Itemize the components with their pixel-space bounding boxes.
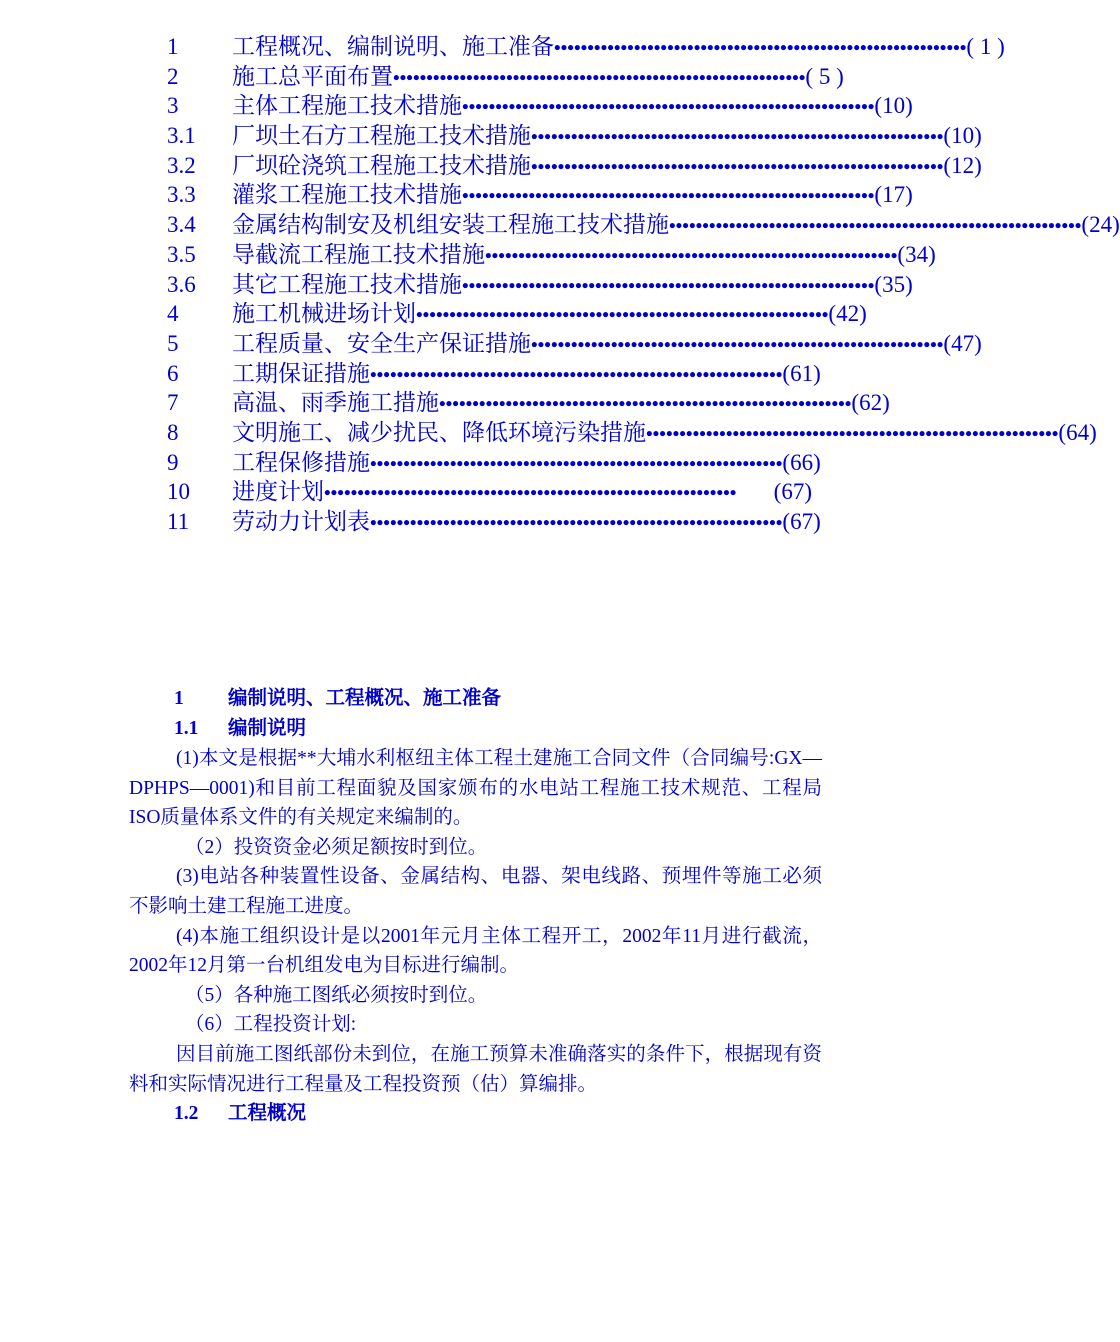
toc-entry[interactable] [167,418,1097,448]
toc-leader: •••••••••••••••••••••••••••••••••••••••••••••••••••••••••••••• [531,156,944,178]
toc-entry[interactable] [167,270,913,300]
toc-entry[interactable] [167,32,1005,62]
toc-leader: •••••••••••••••••••••••••••••••••••••••••••••••••••••••••••••• [370,364,783,386]
toc-entry[interactable] [167,180,913,210]
toc-leader: •••••••••••••••••••••••••••••••••••••••••••••••••••••••••••••• [324,483,737,505]
paragraph: （6）工程投资计划: [185,1014,357,1036]
toc-entry[interactable] [167,240,936,270]
document-body [129,684,822,1129]
toc-leader: •••••••••••••••••••••••••••••••••••••••••••••••••••••••••••••• [370,453,783,475]
toc-entry[interactable] [167,359,821,389]
toc-entry[interactable] [167,91,913,121]
table-of-contents [167,32,1120,537]
toc-page-number: (12) [943,152,982,178]
paragraph: （2）投资资金必须足额按时到位。 [185,836,488,858]
toc-number: 4 [167,301,179,327]
toc-page-number: (67) [773,479,812,505]
toc-leader: •••••••••••••••••••••••••••••••••••••••••••••••••••••••••••••• [485,245,898,267]
toc-number: 3.2 [167,152,196,178]
toc-page-number: ( 1 ) [966,34,1005,59]
toc-title: 厂坝土石方工程施工技术措施 [232,123,531,149]
toc-title: 高温、雨季施工措施 [232,390,439,416]
subsection-title: 编制说明 [228,718,307,739]
toc-page-number: (34) [897,241,936,267]
toc-title: 厂坝砼浇筑工程施工技术措施 [232,152,531,178]
toc-leader: •••••••••••••••••••••••••••••••••••••••••••••••••••••••••••••• [646,423,1059,445]
toc-title: 主体工程施工技术措施 [232,93,462,119]
section-number: 1 [174,688,184,709]
toc-number: 3.6 [167,271,196,297]
toc-title: 劳动力计划表 [232,509,370,534]
toc-page-number: (61) [782,360,821,386]
toc-page-number: (17) [874,182,913,208]
toc-number: 9 [167,449,179,475]
toc-page-number: (66) [782,449,821,475]
toc-entry[interactable] [167,477,812,507]
toc-leader: •••••••••••••••••••••••••••••••••••••••••••••••••••••••••••••• [531,334,944,356]
toc-number: 2 [167,63,179,89]
paragraph: (4)本施工组织设计是以2001年元月主体工程开工，2002年11月进行截流，2002年12月第一台机组发电为目标进行编制。 [129,925,822,977]
toc-entry[interactable] [167,210,1120,240]
toc-page-number: (47) [943,330,982,356]
toc-leader: •••••••••••••••••••••••••••••••••••••••••••••••••••••••••••••• [462,275,875,297]
paragraph: 因目前施工图纸部份未到位，在施工预算未准确落实的条件下，根据现有资料和实际情况进行工程量及工程投资预（估）算编排。 [129,1043,822,1095]
toc-entry[interactable] [167,388,890,418]
toc-entry[interactable] [167,448,821,478]
toc-entry[interactable] [167,151,982,181]
toc-number: 3.3 [167,182,196,208]
toc-title: 工程保修措施 [232,449,370,475]
toc-leader: •••••••••••••••••••••••••••••••••••••••••••••••••••••••••••••• [370,513,783,534]
toc-number: 7 [167,390,179,416]
toc-title: 工期保证措施 [232,360,370,386]
toc-title: 文明施工、减少扰民、降低环境污染措施 [232,419,646,445]
toc-leader: •••••••••••••••••••••••••••••••••••••••••••••••••••••••••••••• [439,394,852,416]
toc-number: 3.1 [167,123,196,149]
paragraph: (1)本文是根据**大埔水利枢纽主体工程土建施工合同文件（合同编号:GX—DPHPS—0001)和目前工程面貌及国家颁布的水电站工程施工技术规范、工程局ISO质量体系文件的有关规定来编制的。 [129,748,822,829]
toc-page-number: (67) [782,509,821,534]
subsection-title: 工程概况 [228,1103,307,1125]
toc-entry[interactable] [167,507,821,537]
toc-title: 工程质量、安全生产保证措施 [232,330,531,356]
toc-number: 3.4 [167,212,196,238]
subsection-number: 1.1 [174,718,199,739]
toc-entry[interactable] [167,299,867,329]
toc-title: 金属结构制安及机组安装工程施工技术措施 [232,212,669,238]
toc-leader: •••••••••••••••••••••••••••••••••••••••••••••••••••••••••••••• [669,216,1082,238]
toc-leader: •••••••••••••••••••••••••••••••••••••••••••••••••••••••••••••• [416,305,829,327]
toc-number: 6 [167,360,179,386]
toc-leader: •••••••••••••••••••••••••••••••••••••••••••••••••••••••••••••• [462,186,875,208]
toc-leader: •••••••••••••••••••••••••••••••••••••••••••••••••••••••••••••• [393,67,806,89]
toc-entry[interactable] [167,329,982,359]
toc-title: 导截流工程施工技术措施 [232,241,485,267]
toc-title: 其它工程施工技术措施 [232,271,462,297]
paragraph: (3)电站各种装置性设备、金属结构、电器、架电线路、预埋件等施工必须不影响土建工程施工进度。 [129,866,822,917]
toc-page-number: (10) [943,123,982,149]
toc-page-number: (35) [874,271,913,297]
subsection-heading [129,714,822,744]
toc-page-number: (24) [1081,212,1120,238]
section-heading [129,684,822,714]
toc-number: 11 [167,509,190,534]
toc-title: 施工总平面布置 [232,63,393,89]
toc-leader: •••••••••••••••••••••••••••••••••••••••••••••••••••••••••••••• [531,127,944,149]
toc-number: 5 [167,330,179,356]
toc-entry[interactable] [167,121,982,151]
toc-title: 进度计划 [232,479,324,505]
toc-page-number: (10) [874,93,913,119]
subsection-number: 1.2 [174,1103,199,1125]
toc-number: 8 [167,419,179,445]
toc-number: 1 [167,34,179,59]
toc-page-number: (42) [828,301,867,327]
toc-title: 灌浆工程施工技术措施 [232,182,462,208]
toc-number: 3 [167,93,179,119]
subsection-heading [129,1099,822,1129]
toc-page-number: (62) [851,390,890,416]
toc-page-number: ( 5 ) [805,63,844,89]
toc-leader: •••••••••••••••••••••••••••••••••••••••••••••••••••••••••••••• [462,97,875,119]
toc-title: 施工机械进场计划 [232,301,416,327]
toc-entry[interactable] [167,62,844,92]
toc-number: 3.5 [167,241,196,267]
paragraph: （5）各种施工图纸必须按时到位。 [185,984,488,1006]
toc-page-number: (64) [1058,419,1097,445]
toc-title: 工程概况、编制说明、施工准备 [232,34,554,59]
section-title: 编制说明、工程概况、施工准备 [228,688,502,709]
toc-leader: •••••••••••••••••••••••••••••••••••••••••••••••••••••••••••••• [554,38,967,59]
toc-number: 10 [167,479,190,505]
